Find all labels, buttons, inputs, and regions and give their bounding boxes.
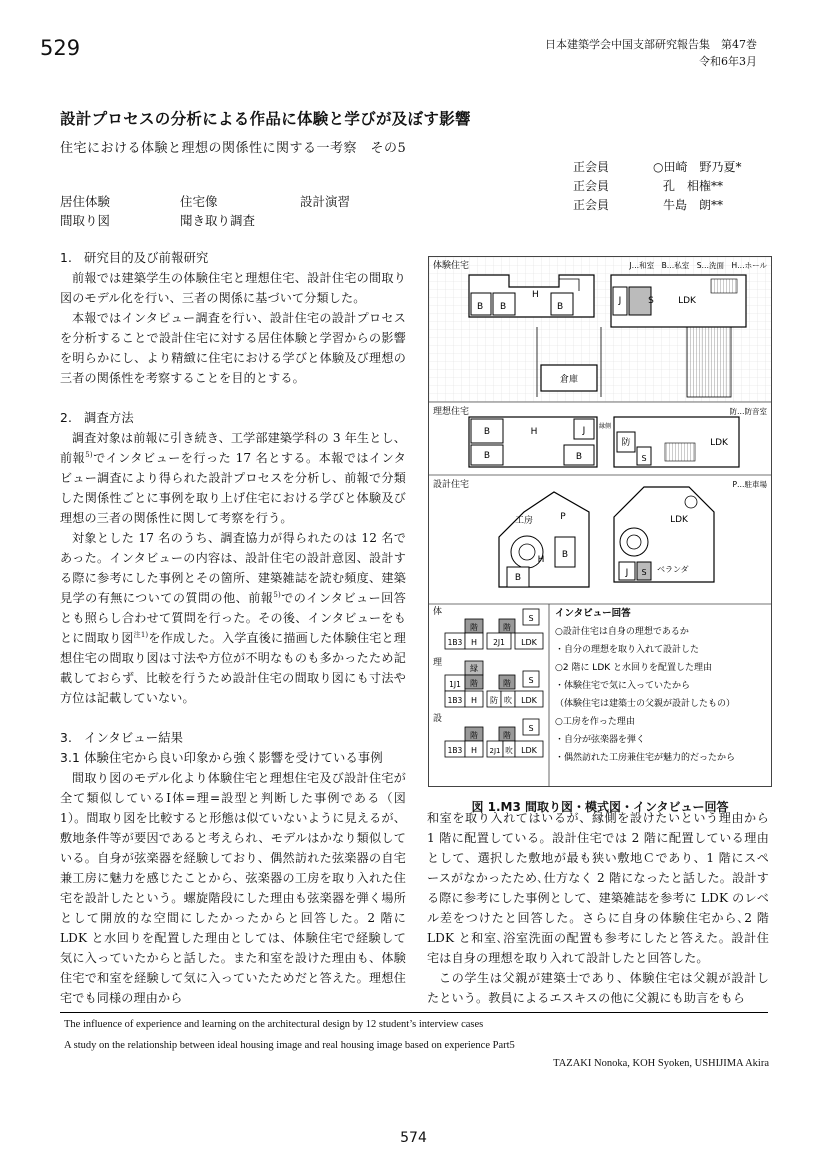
author-row	[573, 196, 741, 215]
label-experience-house: 体験住宅	[433, 261, 470, 271]
subsection-heading: 3.1 体験住宅から良い印象から強く影響を受けている事例	[60, 751, 383, 765]
svg-text:・偶然訪れた工房兼住宅が魅力的だったから: ・偶然訪れた工房兼住宅が魅力的だったから	[555, 753, 736, 763]
figure-1	[428, 256, 772, 787]
paper-title: 設計プロセスの分析による作品に体験と学びが及ぼす影響	[60, 110, 471, 128]
svg-text:ベランダ: ベランダ	[657, 565, 689, 574]
svg-text:階: 階	[503, 679, 511, 688]
author-membership: 正会員	[573, 179, 610, 193]
svg-text:防: 防	[621, 438, 631, 448]
keyword: 居住体験	[60, 194, 111, 209]
svg-text:縁側: 縁側	[599, 423, 612, 430]
svg-text:S: S	[528, 614, 534, 623]
svg-text:H: H	[470, 638, 478, 647]
keyword: 間取り図	[60, 213, 111, 228]
footer-page-number: 574	[400, 1130, 427, 1146]
svg-text:2J1: 2J1	[493, 638, 505, 647]
svg-text:B: B	[514, 573, 522, 583]
svg-text:LDK: LDK	[521, 746, 537, 755]
svg-text:J: J	[582, 426, 586, 436]
svg-text:設: 設	[433, 714, 443, 724]
svg-text:1J1: 1J1	[449, 680, 461, 689]
svg-text:階: 階	[470, 679, 478, 688]
interview-title: インタビュー回答	[555, 608, 631, 619]
svg-text:体: 体	[433, 607, 443, 617]
svg-text:・体験住宅で気に入っていたから: ・体験住宅で気に入っていたから	[555, 681, 691, 691]
ideal-house-plan	[433, 405, 767, 467]
author-name: 牛島 朗**	[663, 198, 724, 212]
legend-design-house: P…駐車場	[732, 480, 767, 489]
left-column	[60, 248, 406, 1008]
svg-text:H: H	[470, 746, 478, 755]
paragraph: 前報では建築学生の体験住宅と理想住宅、設計住宅の間取り図のモデル化を行い、三者の関係に基づいて分類した。	[60, 271, 406, 305]
english-title: The influence of experience and learning on the architectural design by 12 student’s interview cases	[64, 1019, 484, 1030]
section-heading-3: 3. インタビュー結果	[60, 731, 184, 745]
paragraph: この学生は父親が建築士であり、体験住宅は父親が設計したという。教員によるエスキスの他に父親にも助言をもら	[427, 971, 769, 1005]
svg-text:B: B	[500, 302, 507, 312]
author-list	[573, 158, 741, 215]
svg-text:LDK: LDK	[710, 438, 728, 448]
paper-subtitle: 住宅における体験と理想の関係性に関する一考察 その5	[60, 141, 407, 156]
svg-text:LDK: LDK	[521, 696, 537, 705]
section-heading-1: 1. 研究目的及び前報研究	[60, 251, 209, 265]
svg-text:B: B	[483, 451, 491, 461]
svg-text:階: 階	[470, 623, 478, 632]
svg-text:S: S	[648, 296, 654, 306]
svg-text:H: H	[537, 555, 545, 565]
keyword: 住宅像	[180, 194, 218, 209]
author-membership: 正会員	[573, 160, 610, 174]
paragraph: 和室を取り入れてはいるが、縁側を設けたいという理由から 1 階に配置している。設計住宅では 2 階に配置している理由として、選択した敷地が最も狭い敷地Ｃであり、1 階にスペースがなかったため､仕方なく 2 階になったと話した。設計する際に参考にした事例として、建築雑誌を参考に LDK のレベル差をつけたと回答した。さらに自身の体験住宅から､2 階 LDK と和室､浴室洗面の配置も参考にしたと答えた。設計住宅は自身の理想を取り入れて設計したと回答した。	[427, 811, 769, 965]
svg-text:1B3: 1B3	[447, 746, 463, 755]
svg-text:S: S	[641, 568, 647, 577]
svg-text:階: 階	[503, 623, 511, 632]
legend-ideal-house: 防…防音室	[729, 407, 767, 416]
svg-text:H: H	[470, 696, 478, 705]
legend-experience-house: J…和室 B…私室 S…洗面 H…ホール	[629, 261, 767, 270]
svg-text:S: S	[528, 676, 534, 685]
svg-text:H: H	[530, 427, 538, 437]
svg-text:B: B	[557, 302, 564, 312]
svg-text:工房: 工房	[514, 516, 534, 526]
svg-text:2J1: 2J1	[489, 747, 501, 755]
svg-text:倉庫: 倉庫	[559, 375, 579, 385]
svg-text:J: J	[618, 296, 622, 306]
keyword: 設計演習	[300, 194, 351, 209]
svg-text:1B3: 1B3	[447, 638, 463, 647]
figure-caption: 図 1.M3 間取り図・模式図・インタビュー回答	[471, 800, 729, 814]
keywords	[60, 192, 350, 230]
floor-plan-figure	[429, 257, 771, 786]
paragraph: 間取り図のモデル化より体験住宅と理想住宅及び設計住宅が全て類似しているⅠ体=理=設型と判断した事例である（図 1）。間取り図を比較すると形態は似ていないように見えるが、敷地条件等が要因であると考えられ、モデルはかなり類似している。自身が弦楽器を経験しており、偶然訪れた弦楽器の自宅兼工房に魅力を感じたことから、弦楽器の工房を取り入れた住宅を設計したという。螺旋階段にした理由も弦楽器を弾く場所として開放的な空間にしたかったからと回答した。2 階に LDK と水回りを配置した理由としては、体験住宅で経験して気に入っていたからと話した。また和室を設けた理由も、体験住宅で和室を経験して気に入っていたためだと答えた。理想住宅でも同様の理由から	[60, 771, 406, 1005]
svg-text:縁: 縁	[470, 664, 478, 673]
author-name: 孔 相権**	[663, 179, 724, 193]
author-row	[573, 177, 741, 196]
design-house-plan	[433, 478, 767, 587]
page-number: 529	[40, 36, 81, 60]
paragraph: 対象とした 17 名のうち、調査協力が得られたのは 12 名であった。インタビューの内容は、設計住宅の設計意図、設計する際に参考にした事例とその箇所、建築雑誌を読む頻度、建築見学の有無についての質問の他、前報$^{5)}$でのインタビュー回答とも照らし合わせて質問を行った。その後、インタビューをもとに間取り図$^{注1)}$を作成した。入学直後に描画した体験住宅と理想住宅の間取り図は寸法や方位が不明なものも多かったため記載しておらず、比較を行うため設計住宅の間取り図にも寸法や方位は記載していない。	[60, 531, 407, 705]
svg-text:○設計住宅は自身の理想であるか: ○設計住宅は自身の理想であるか	[555, 627, 689, 637]
right-column	[427, 808, 769, 1008]
svg-text:理: 理	[433, 658, 443, 668]
svg-text:LDK: LDK	[521, 638, 537, 647]
svg-text:（体験住宅は建築士の父親が設計したもの）: （体験住宅は建築士の父親が設計したもの）	[555, 699, 736, 709]
journal-info	[545, 36, 757, 70]
svg-text:・自分が弦楽器を弾く: ・自分が弦楽器を弾く	[555, 735, 646, 745]
svg-text:LDK: LDK	[678, 296, 696, 306]
keyword: 聞き取り調査	[180, 213, 256, 228]
svg-text:S: S	[641, 454, 647, 463]
svg-text:階: 階	[503, 731, 511, 740]
label-design-house: 設計住宅	[433, 480, 470, 490]
svg-text:P: P	[560, 512, 566, 522]
svg-text:○工房を作った理由: ○工房を作った理由	[555, 717, 635, 727]
english-subtitle: A study on the relationship between ideal housing image and real housing image based on experience Part5	[64, 1040, 515, 1051]
label-ideal-house: 理想住宅	[433, 407, 470, 417]
svg-text:J: J	[625, 568, 629, 578]
paragraph: 本報ではインタビュー調査を行い、設計住宅の設計プロセスを分析することで設計住宅に対する居住体験と学習からの影響を明らかにし、より精緻に住宅における学びと体験及び理想の三者の関係性を考察することを目的とする。	[60, 311, 406, 385]
svg-text:階: 階	[470, 731, 478, 740]
model-diagrams	[433, 605, 543, 757]
english-divider	[60, 1012, 768, 1013]
svg-text:防: 防	[490, 696, 498, 705]
svg-text:吹: 吹	[504, 696, 512, 705]
svg-text:B: B	[561, 550, 569, 560]
svg-text:B: B	[477, 302, 484, 312]
author-name: ○田崎 野乃夏*	[653, 160, 742, 174]
svg-text:・自分の理想を取り入れて設計した: ・自分の理想を取り入れて設計した	[555, 645, 700, 655]
svg-text:吹: 吹	[505, 746, 513, 755]
author-row	[573, 158, 741, 177]
svg-text:B: B	[575, 452, 583, 462]
svg-text:H: H	[532, 290, 539, 300]
paragraph: 調査対象は前報に引き続き、工学部建築学科の 3 年生とし、前報$^{5)}$でインタビューを行った 17 名とする。本報ではインタビュー調査により得られた設計プロセスを分析し、前報で分類した関係性ごとに事例を取り上げ住宅における学びと体験及び理想の三者の関係性に関して考察を行う。	[60, 431, 406, 525]
journal-date: 令和6年3月	[699, 55, 757, 68]
interview-answers	[555, 607, 735, 763]
svg-text:1B3: 1B3	[447, 696, 463, 705]
english-authors: TAZAKI Nonoka, KOH Syoken, USHIJIMA Akira	[553, 1058, 769, 1069]
svg-text:LDK: LDK	[670, 515, 688, 525]
svg-text:○2 階に LDK と水回りを配置した理由: ○2 階に LDK と水回りを配置した理由	[555, 663, 713, 673]
journal-name: 日本建築学会中国支部研究報告集 第47巻	[545, 38, 757, 51]
author-membership: 正会員	[573, 198, 610, 212]
experience-house-plan	[429, 257, 771, 402]
section-heading-2: 2. 調査方法	[60, 411, 134, 425]
svg-text:S: S	[528, 724, 534, 733]
svg-text:B: B	[483, 427, 491, 437]
